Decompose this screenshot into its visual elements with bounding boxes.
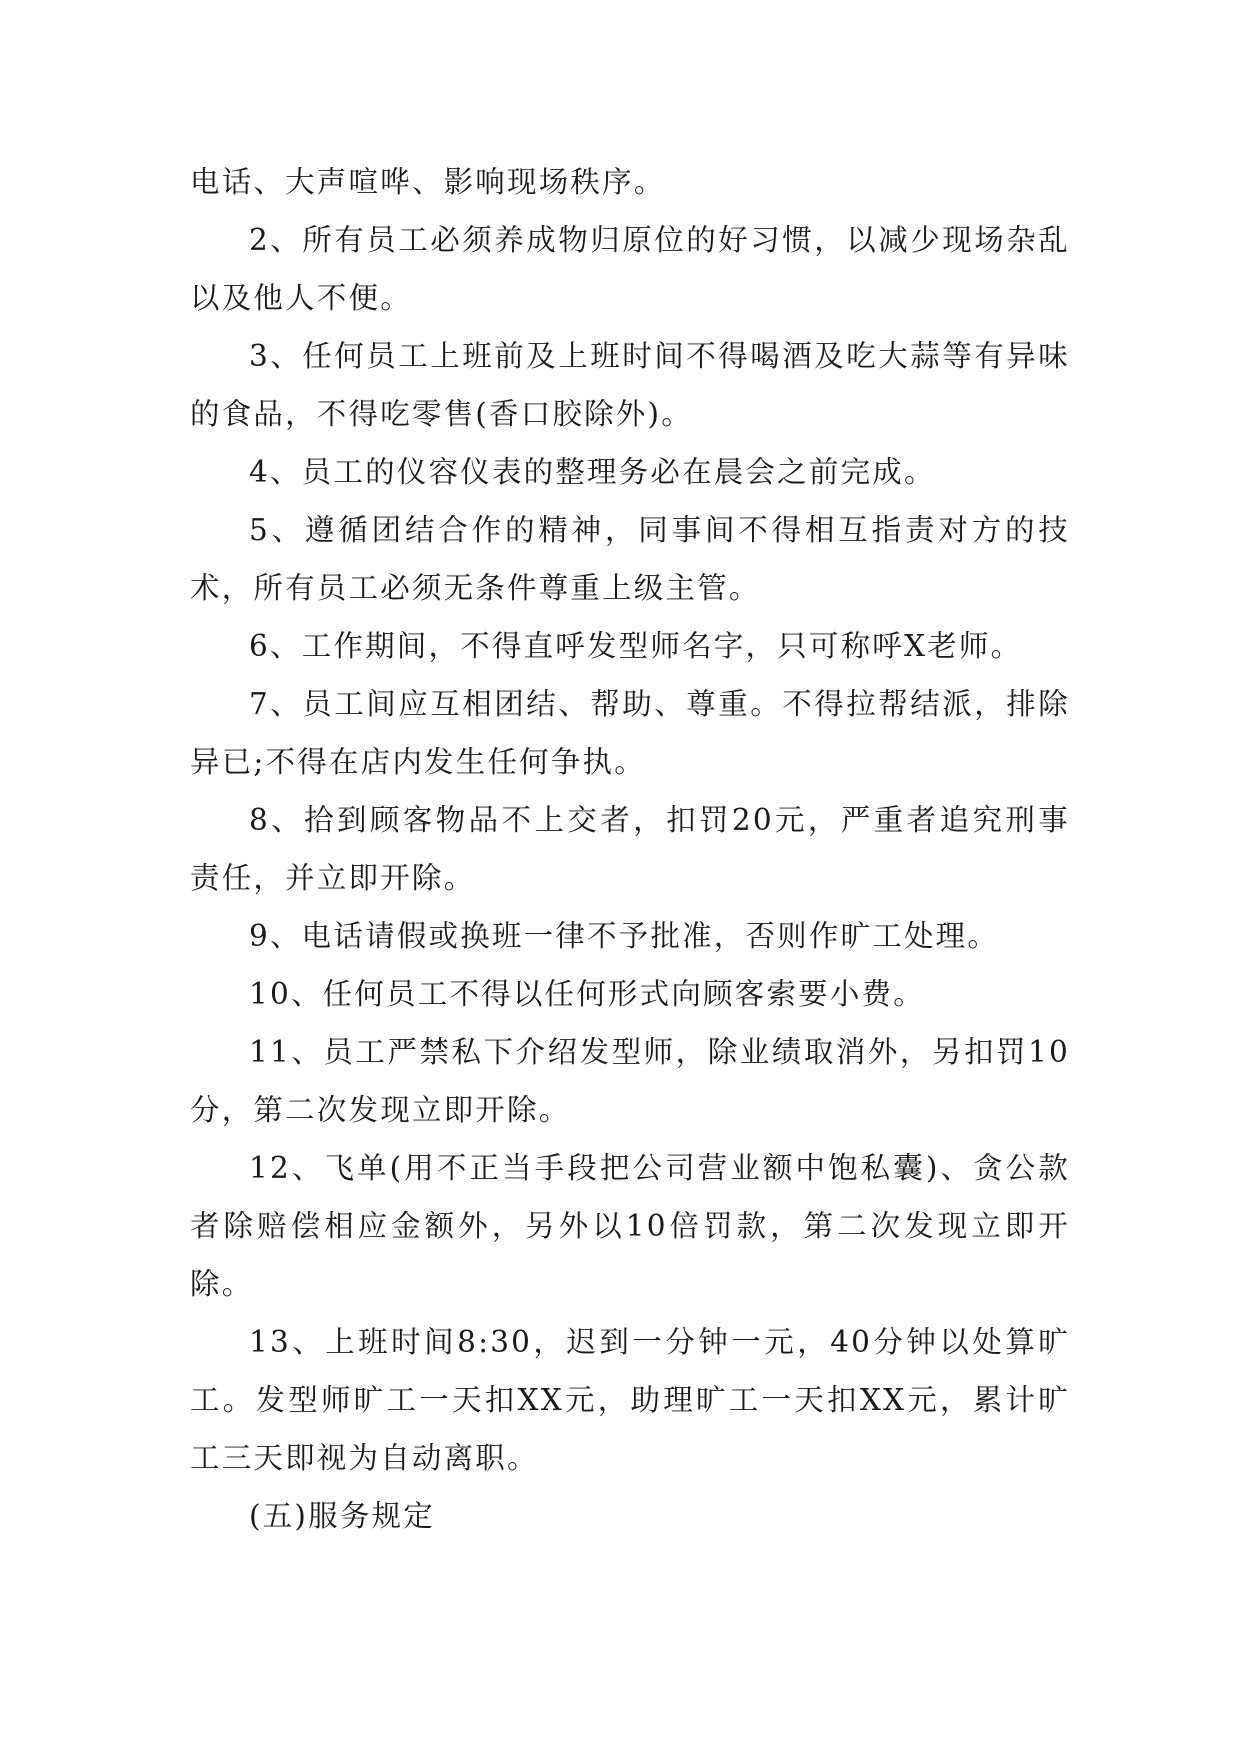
rule-item-9: 9、电话请假或换班一律不予批准，否则作旷工处理。 <box>249 919 1000 953</box>
rule-item-11: 11、员工严禁私下介绍发型师，除业绩取消外，另扣罚10分，第二次发现立即开除。 <box>190 1035 1070 1127</box>
rule-item-13: 13、上班时间8:30，迟到一分钟一元，40分钟以处算旷工。发型师旷工一天扣XX元，助理旷工一天扣XX元，累计旷工三天即视为自动离职。 <box>190 1325 1070 1475</box>
rule-item-10: 10、任何员工不得以任何形式向顾客索要小费。 <box>249 977 925 1011</box>
rule-item-2: 2、所有员工必须养成物归原位的好习惯，以减少现场杂乱以及他人不便。 <box>190 223 1070 315</box>
rule-item-12: 12、飞单(用不正当手段把公司营业额中饱私囊)、贪公款者除赔偿相应金额外，另外以10倍罚款，第二次发现立即开除。 <box>190 1151 1070 1301</box>
section-heading: (五)服务规定 <box>249 1499 435 1533</box>
document-body <box>190 153 1070 1545</box>
rule-item-6: 6、工作期间，不得直呼发型师名字，只可称呼X老师。 <box>249 629 1023 663</box>
rule-item-7: 7、员工间应互相团结、帮助、尊重。不得拉帮结派，排除异已;不得在店内发生任何争执。 <box>190 687 1070 779</box>
rule-item-5: 5、遵循团结合作的精神，同事间不得相互指责对方的技术，所有员工必须无条件尊重上级主管。 <box>190 513 1070 605</box>
paragraph-continuation: 电话、大声喧哗、影响现场秩序。 <box>190 165 666 199</box>
rule-item-4: 4、员工的仪容仪表的整理务必在晨会之前完成。 <box>249 455 936 489</box>
rule-item-3: 3、任何员工上班前及上班时间不得喝酒及吃大蒜等有异味的食品，不得吃零售(香口胶除外)。 <box>190 339 1070 431</box>
rule-item-8: 8、拾到顾客物品不上交者，扣罚20元，严重者追究刑事责任，并立即开除。 <box>190 803 1070 895</box>
